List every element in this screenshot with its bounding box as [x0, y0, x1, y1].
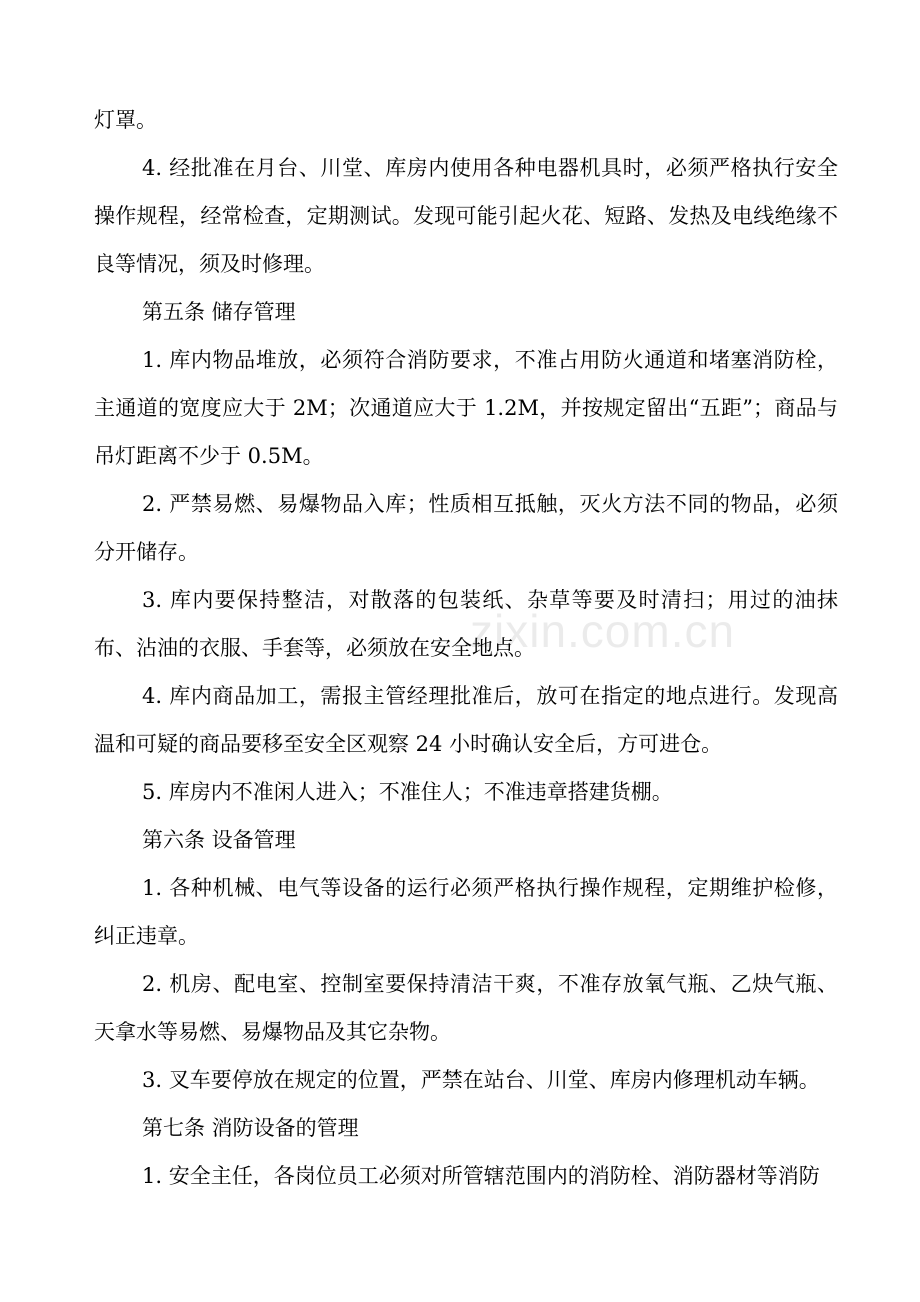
paragraph-item-1-equipment: 1. 各种机械、电气等设备的运行必须严格执行操作规程，定期维护检修，纠正违章。: [94, 876, 838, 948]
section-heading-article-7: 第七条 消防设备的管理: [142, 1116, 359, 1140]
paragraph-item-2-flammables: 2. 严禁易燃、易爆物品入库；性质相互抵触，灭火方法不同的物品，必须分开储存。: [94, 492, 838, 564]
paragraph-item-4-electrical: 4. 经批准在月台、川堂、库房内使用各种电器机具时，必须严格执行安全操作规程，经常检查，定期测试。发现可能引起火花、短路、发热及电线绝缘不良等情况，须及时修理。: [94, 156, 838, 276]
paragraph-item-1-fire-equipment: 1. 安全主任，各岗位员工必须对所管辖范围内的消防栓、消防器材等消防: [142, 1164, 820, 1188]
watermark-text: zixin.com.cn: [470, 605, 736, 657]
paragraph-item-4-processing: 4. 库内商品加工，需报主管经理批准后，放可在指定的地点进行。发现高温和可疑的商品要移至安全区观察 24 小时确认安全后，方可进仓。: [94, 684, 838, 756]
paragraph-item-3-cleanliness: 3. 库内要保持整洁，对散落的包装纸、杂草等要及时清扫；用过的油抹布、沾油的衣服、手套等，必须放在安全地点。: [94, 588, 838, 660]
document-body: [94, 96, 838, 1200]
paragraph-item-2-machine-room: 2. 机房、配电室、控制室要保持清洁干爽，不准存放氧气瓶、乙炔气瓶、天拿水等易燃、易爆物品及其它杂物。: [94, 972, 838, 1044]
section-heading-article-6: 第六条 设备管理: [142, 828, 296, 852]
paragraph-continuation: 灯罩。: [94, 108, 157, 132]
paragraph-item-1-stacking: 1. 库内物品堆放，必须符合消防要求，不准占用防火通道和堵塞消防栓，主通道的宽度应大于 2M；次通道应大于 1.2M，并按规定留出“五距”；商品与吊灯距离不少于 0.5M。: [94, 348, 838, 468]
section-heading-article-5: 第五条 储存管理: [142, 300, 296, 324]
paragraph-item-3-forklift: 3. 叉车要停放在规定的位置，严禁在站台、川堂、库房内修理机动车辆。: [142, 1068, 820, 1092]
paragraph-item-5-access: 5. 库房内不准闲人进入；不准住人；不准违章搭建货棚。: [142, 780, 673, 804]
